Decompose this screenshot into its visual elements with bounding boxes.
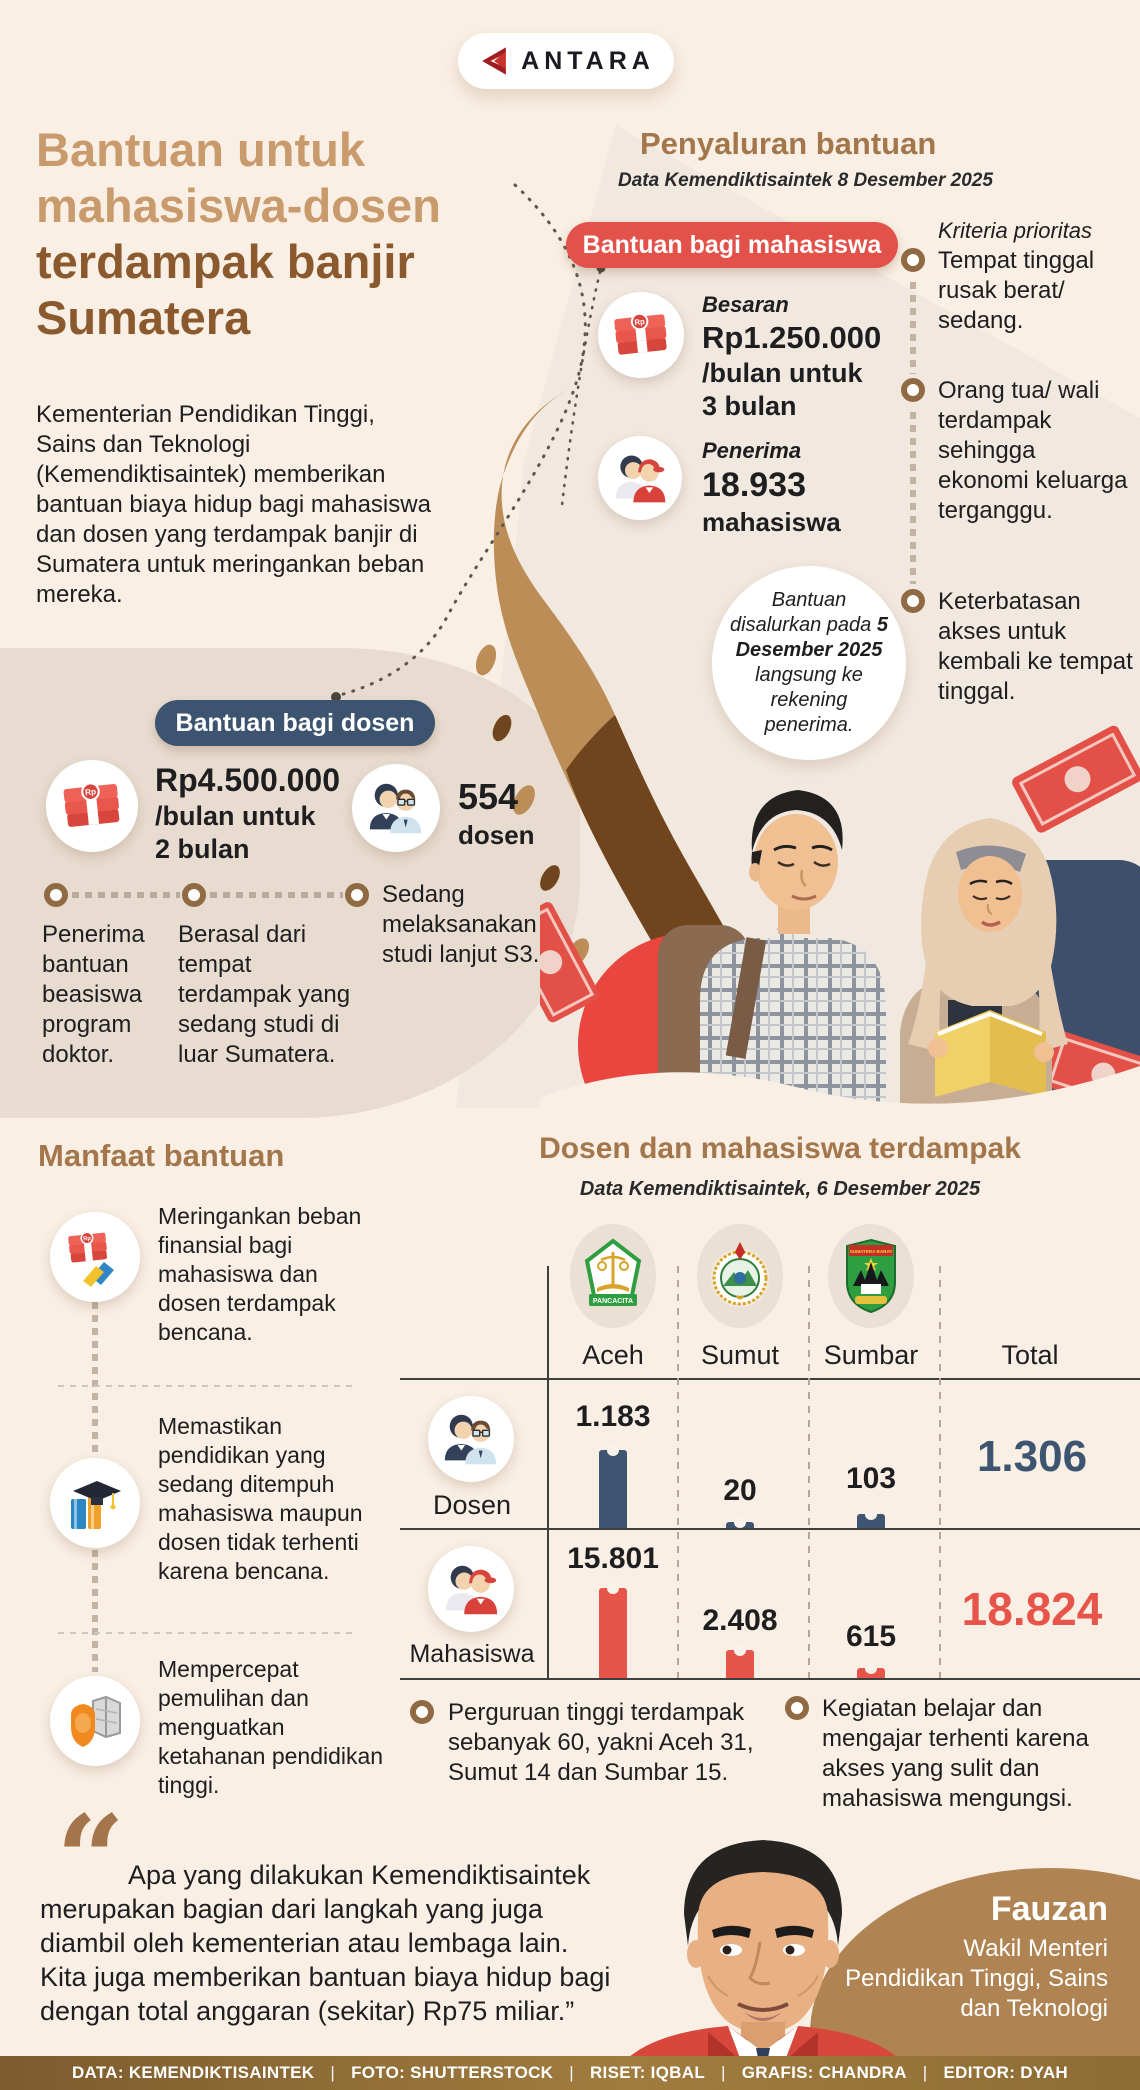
- page-title-line1: Bantuan untuk mahasiswa-dosen: [36, 123, 441, 232]
- besaran-line2: /bulan untuk: [702, 358, 863, 388]
- dosen-penerima-value: 554: [458, 776, 519, 817]
- manfaat-heading: Manfaat bantuan: [38, 1138, 285, 1173]
- bar-mahasiswa-sumbar: [857, 1668, 885, 1678]
- column-header-aceh: Aceh: [582, 1340, 644, 1370]
- dosen-criteria-1: Penerima bantuan beasiswa program doktor.: [42, 921, 145, 1068]
- footer-item-grafis: GRAFIS: CHANDRA: [741, 2063, 907, 2082]
- footer-credits: [0, 2056, 1140, 2090]
- bar-mahasiswa-aceh: [599, 1588, 627, 1678]
- kriteria-heading: Kriteria prioritas: [938, 218, 1093, 243]
- penyaluran-source: Data Kemendiktisaintek 8 Desember 2025: [618, 170, 993, 191]
- besaran-line3: 3 bulan: [702, 391, 797, 421]
- dosen-pair-icon: [352, 764, 440, 852]
- bar-dosen-sumbar: [857, 1514, 885, 1528]
- dosen-criteria-3: Sedang melaksanakan studi lanjut S3.: [382, 881, 540, 968]
- manfaat-item-1: Meringankan beban finansial bagi mahasiswa dan dosen terdampak bencana.: [158, 1203, 362, 1345]
- note-bullet-1: [410, 1700, 434, 1724]
- bar-mahasiswa-sumut: [726, 1650, 754, 1678]
- penerima-block: [702, 438, 841, 538]
- footer-item-editor: EDITOR: DYAH: [943, 2063, 1069, 2082]
- mahasiswa-badge: Bantuan bagi mahasiswa: [566, 222, 898, 268]
- students-illustration: [540, 700, 1140, 1120]
- footer-separator: |: [721, 2063, 726, 2082]
- kriteria-bullet-1: [901, 248, 925, 272]
- chart-line-bottom: [400, 1678, 1140, 1680]
- sumbar-crest-icon: [828, 1224, 914, 1328]
- antara-logo-text: ANTARA: [521, 46, 655, 75]
- dosen-bullet-1: [44, 883, 68, 907]
- dosen-total: 1.306: [976, 1432, 1088, 1481]
- column-header-sumut: Sumut: [700, 1340, 780, 1370]
- bubble-text-pre: Bantuan disalurkan pada: [730, 589, 877, 636]
- impact-heading: Dosen dan mahasiswa terdampak: [539, 1132, 1021, 1165]
- footer-item-foto: FOTO: SHUTTERSTOCK: [351, 2063, 554, 2082]
- mahasiswa-pair-icon: [598, 436, 682, 520]
- chart-line-top: [400, 1378, 1140, 1380]
- chart-divider-2: [808, 1266, 810, 1678]
- money-stack-icon-dosen: [46, 760, 138, 852]
- kriteria-connector-2: [910, 412, 916, 584]
- note-2: Kegiatan belajar dan mengajar terhenti karena akses yang sulit dan mahasiswa mengungsi.: [822, 1695, 1089, 1812]
- manfaat-connector-2: [92, 1550, 98, 1672]
- dosen-besaran-line2: /bulan untuk: [155, 801, 316, 831]
- besaran-value: Rp1.250.000: [702, 320, 882, 355]
- dosen-bullet-2: [182, 883, 206, 907]
- dosen-penerima-block: [458, 776, 535, 851]
- books-gradcap-icon: [50, 1458, 140, 1548]
- besaran-label: Besaran: [702, 292, 789, 317]
- penerima-label: Penerima: [702, 438, 802, 463]
- page-title-line2: terdampak banjir Sumatera: [36, 235, 415, 344]
- kriteria-item-3: Keterbatasan akses untuk kembali ke tempat tinggal.: [938, 588, 1133, 705]
- dosen-connector-2: [210, 892, 343, 898]
- mahasiswa-value-sumut: 2.408: [702, 1604, 778, 1637]
- dosen-penerima-unit: dosen: [458, 820, 535, 850]
- note-bullet-2: [785, 1696, 809, 1720]
- footer-separator: |: [569, 2063, 574, 2082]
- dosen-badge: Bantuan bagi dosen: [155, 700, 435, 746]
- penyaluran-heading: Penyaluran bantuan: [640, 126, 937, 161]
- female-student-figure: [900, 818, 1068, 1120]
- chart-axis-vertical: [547, 1266, 549, 1678]
- impact-source: Data Kemendiktisaintek, 6 Desember 2025: [579, 1178, 981, 1200]
- column-header-sumbar: Sumbar: [823, 1340, 919, 1370]
- official-portrait: [588, 1826, 938, 2058]
- quote-icon: “: [56, 1789, 126, 1930]
- footer-item-data: DATA: KEMENDIKTISAINTEK: [71, 2063, 315, 2082]
- kriteria-bullet-3: [901, 589, 925, 613]
- penerima-unit: mahasiswa: [702, 507, 841, 537]
- note-1: Perguruan tinggi terdampak sebanyak 60, yakni Aceh 31, Sumut 14 dan Sumbar 15.: [448, 1699, 754, 1786]
- dosen-row-icon: [428, 1396, 514, 1482]
- aceh-crest-label: PANCACITA: [592, 1298, 634, 1305]
- kriteria-item-1: Tempat tinggal rusak berat/ sedang.: [938, 247, 1095, 334]
- dosen-value-sumut: 20: [723, 1474, 757, 1507]
- bar-dosen-sumut: [726, 1522, 754, 1528]
- dosen-bullet-3: [345, 883, 369, 907]
- bubble-text-post: langsung ke rekening penerima.: [755, 664, 863, 736]
- money-stack-icon: [598, 292, 684, 378]
- manfaat-item-3: Mempercepat pemulihan dan menguatkan ketahanan pendidikan tinggi.: [158, 1656, 384, 1798]
- page-title: [36, 122, 476, 346]
- money-handshake-icon: [50, 1212, 140, 1302]
- intro-paragraph: Kementerian Pendidikan Tinggi, Sains dan Teknologi (Kemendiktisaintek) memberikan bantuan biaya hidup bagi mahasiswa dan dosen yang terdampak banjir di Sumatera untuk meringankan beban mereka.: [36, 401, 431, 608]
- chart-divider-1: [677, 1266, 679, 1678]
- manfaat-divider-2: [58, 1632, 358, 1634]
- mahasiswa-row-label: Mahasiswa: [409, 1640, 535, 1668]
- sumbar-crest-label: SUMATERA BARAT: [849, 1249, 893, 1254]
- kriteria-bullet-2: [901, 378, 925, 402]
- mahasiswa-value-sumbar: 615: [845, 1620, 897, 1653]
- dosen-besaran-line3: 2 bulan: [155, 834, 250, 864]
- male-student-figure: [658, 790, 886, 1120]
- dosen-connector-1: [72, 892, 180, 898]
- kriteria-connector-1: [910, 282, 916, 374]
- manfaat-item-2: Memastikan pendidikan yang sedang ditempuh mahasiswa maupun dosen tidak terhenti karena bencana.: [158, 1413, 363, 1584]
- column-header-total: Total: [1001, 1340, 1059, 1370]
- dosen-criteria-2: Berasal dari tempat terdampak yang sedang studi di luar Sumatera.: [178, 921, 351, 1068]
- sumut-crest-icon: [697, 1224, 783, 1328]
- quote-author-role: Wakil Menteri Pendidikan Tinggi, Sains dan Teknologi: [845, 1935, 1108, 2022]
- dosen-besaran-value: Rp4.500.000: [155, 762, 341, 798]
- bubble-text-bold: 5 Desember 2025: [735, 614, 888, 661]
- footer-separator: |: [330, 2063, 336, 2082]
- disbursement-note-bubble: [712, 566, 906, 760]
- dosen-besaran-block: [155, 762, 340, 865]
- chart-line-mid: [400, 1528, 1140, 1530]
- dosen-row-label: Dosen: [432, 1490, 512, 1520]
- mahasiswa-total: 18.824: [961, 1583, 1103, 1635]
- dosen-value-sumbar: 103: [845, 1462, 897, 1495]
- manfaat-connector-1: [92, 1302, 98, 1454]
- aceh-crest-icon: [570, 1224, 656, 1328]
- besaran-block: [702, 292, 881, 422]
- dosen-value-aceh: 1.183: [575, 1400, 651, 1433]
- bar-dosen-aceh: [599, 1450, 627, 1528]
- mahasiswa-value-aceh: 15.801: [567, 1542, 659, 1575]
- chart-divider-3: [939, 1266, 941, 1678]
- quote-author: Fauzan: [990, 1890, 1108, 1928]
- footer-separator: |: [922, 2063, 928, 2082]
- penerima-value: 18.933: [702, 466, 806, 504]
- mahasiswa-row-icon: [428, 1546, 514, 1632]
- manfaat-divider-1: [58, 1385, 358, 1387]
- kriteria-item-2: Orang tua/ wali terdampak sehingga ekonomi keluarga terganggu.: [938, 377, 1128, 524]
- footer-item-riset: RISET: IQBAL: [589, 2063, 706, 2082]
- quote-text: Apa yang dilakukan Kemendiktisaintek merupakan bagian dari langkah yang juga diambil oleh kementerian atau lembaga lain. Kita juga memberikan bantuan biaya hidup bagi dengan total anggaran (sekitar) Rp75 miliar.”: [40, 1860, 611, 2026]
- shield-map-icon: [50, 1676, 140, 1766]
